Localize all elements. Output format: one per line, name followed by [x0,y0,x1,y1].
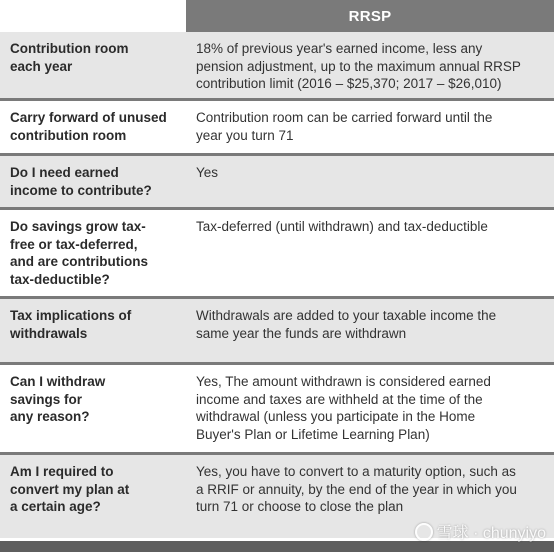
snowball-logo-icon [415,523,433,541]
row-answer: Tax-deferred (until withdrawn) and tax-deductible [196,219,488,234]
table-row-earned-income [0,156,554,207]
row-question: Do I need earned income to contribute? [10,165,152,198]
table-row-withdraw-savings [0,365,554,452]
row-answer: Yes [196,165,219,180]
table-header [0,0,554,32]
table-row-carry-forward [0,101,554,153]
row-answer: Yes, you have to convert to a maturity option, such as a RRIF or annuity, by the end of the year in which you turn 71 or choose to close the plan [196,464,517,514]
row-question: Carry forward of unused contribution room [10,110,167,143]
row-question: Am I required to convert my plan at a certain age? [10,464,130,514]
column-title-rrsp: RRSP [186,0,554,32]
watermark [415,520,546,543]
row-question: Contribution room each year [10,41,129,74]
row-question: Do savings grow tax- free or tax-deferred, and are contributions tax-deductible? [10,219,149,287]
row-question: Tax implications of withdrawals [10,308,132,341]
watermark-text: 雪球 · chunyiyo [436,525,546,542]
row-answer: Contribution room can be carried forward until the year you turn 71 [196,110,493,143]
row-answer: Withdrawals are added to your taxable income the same year the funds are withdrawn [196,308,497,341]
table-row-tax-growth [0,210,554,296]
table-row-tax-implications [0,299,554,362]
row-answer: Yes, The amount withdrawn is considered earned income and taxes are withheld at the time of the withdrawal (unless you participate in the Home Buyer's Plan or Lifetime Learning Plan) [196,374,491,442]
row-answer: 18% of previous year's earned income, less any pension adjustment, up to the maximum annual RRSP contribution limit (2016 – $25,370; 2017 – $26,010) [196,41,521,91]
table-row-contribution-room [0,32,554,98]
header-blank-cell [0,0,186,32]
row-question: Can I withdraw savings for any reason? [10,374,106,424]
